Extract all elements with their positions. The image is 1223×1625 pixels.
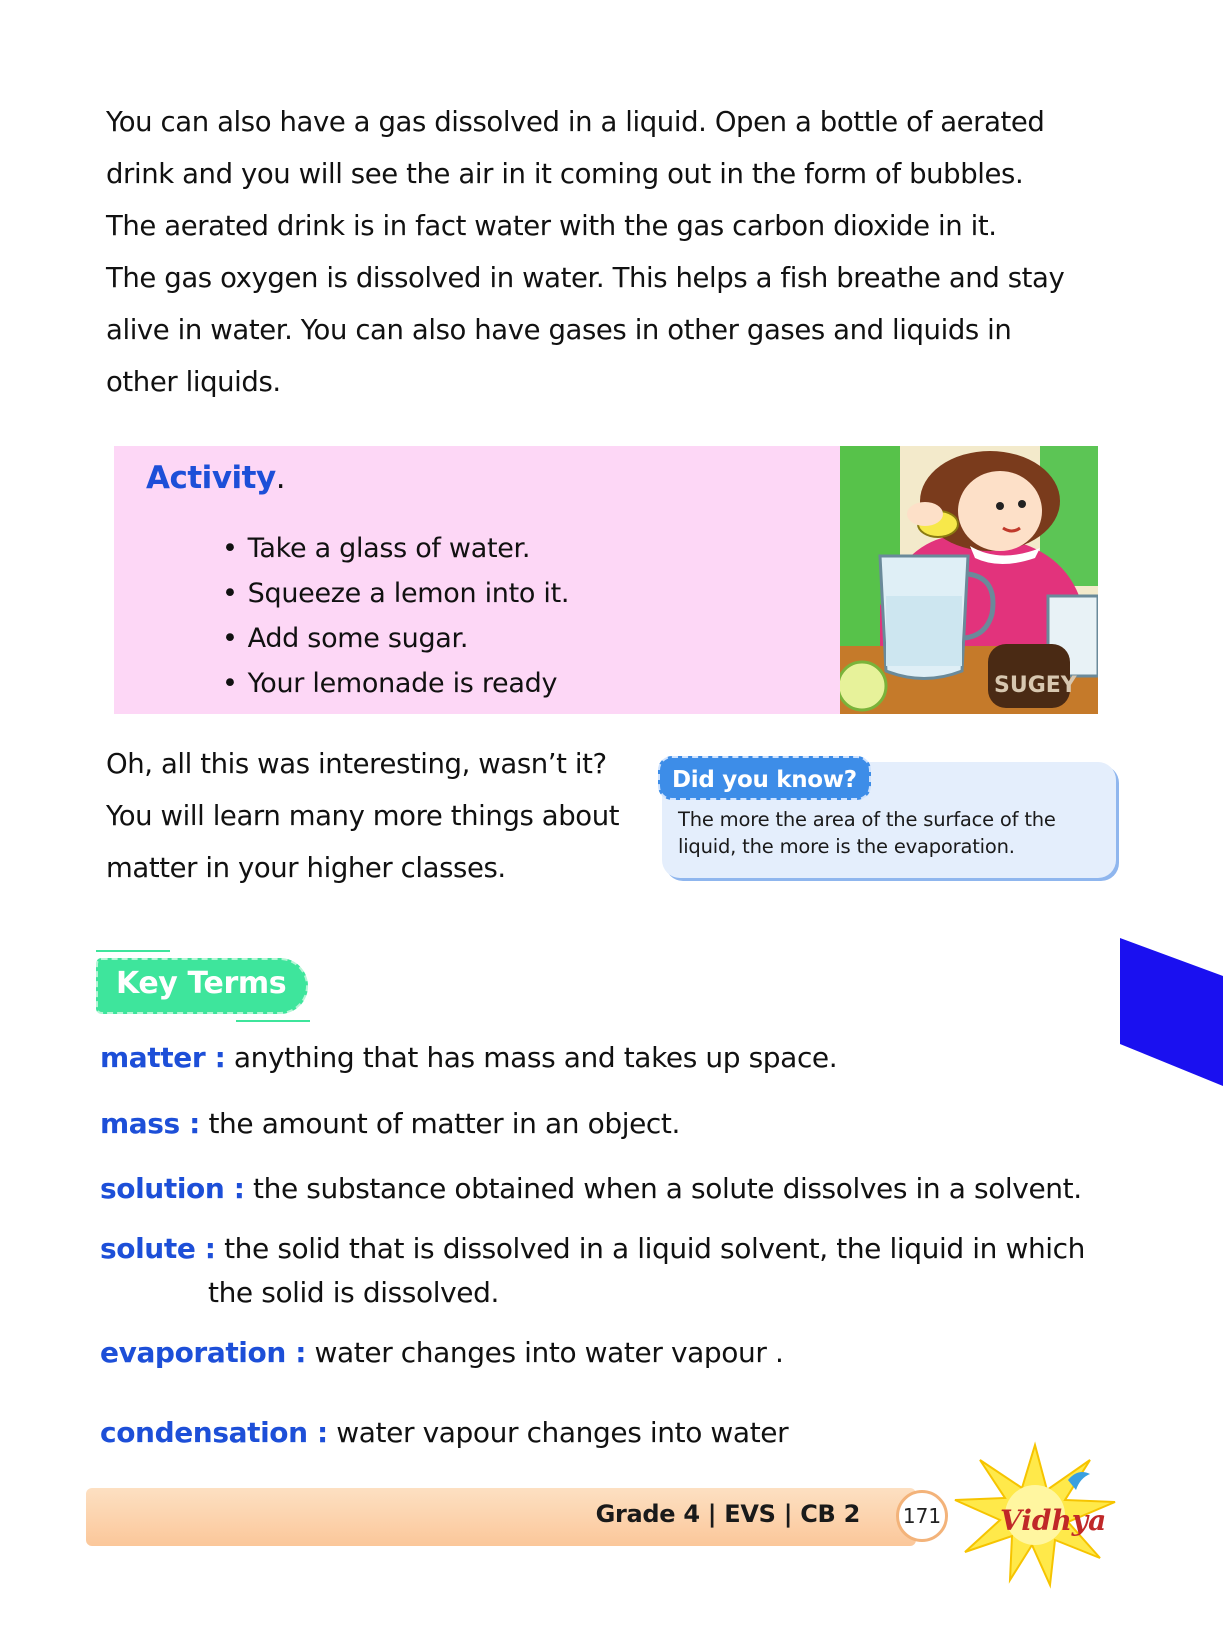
term-word: condensation :: [100, 1416, 328, 1449]
activity-box: [114, 446, 840, 714]
key-term-evaporation: [100, 1331, 783, 1375]
closing-line: matter in your higher classes.: [106, 852, 506, 884]
key-term-matter: [100, 1036, 837, 1080]
key-terms-heading-text: Key Terms: [116, 966, 287, 1001]
term-definition: water changes into water vapour .: [306, 1336, 784, 1369]
page-number: 171: [896, 1490, 948, 1542]
did-you-know-text: [678, 806, 1098, 860]
intro-line: The gas oxygen is dissolved in water. This helps a fish breathe and stay: [106, 262, 1065, 294]
activity-step: • Take a glass of water.: [222, 526, 569, 571]
lemonade-illustration: [840, 446, 1098, 714]
activity-title-dot: .: [275, 460, 286, 496]
activity-title-text: Activity: [146, 460, 276, 496]
term-word: evaporation :: [100, 1336, 307, 1369]
chapter-side-tab: [1120, 938, 1223, 1086]
term-definition: water vapour changes into water: [327, 1416, 789, 1449]
key-term-solution: [100, 1167, 1082, 1211]
key-term-solute: [100, 1227, 1085, 1271]
key-term-mass: [100, 1102, 680, 1146]
activity-title: [146, 460, 285, 496]
closing-paragraph: [106, 738, 619, 894]
term-word: solute :: [100, 1232, 216, 1265]
key-term-condensation: [100, 1411, 788, 1455]
term-word: solution :: [100, 1172, 245, 1205]
activity-steps: [222, 526, 569, 706]
did-you-know-line: liquid, the more is the evaporation.: [678, 835, 1015, 858]
did-you-know-line: The more the area of the surface of the: [678, 808, 1056, 831]
intro-line: other liquids.: [106, 366, 281, 398]
term-definition: the amount of matter in an object.: [199, 1107, 680, 1140]
term-word: mass :: [100, 1107, 200, 1140]
closing-line: Oh, all this was interesting, wasn’t it?: [106, 748, 607, 780]
did-you-know-label: Did you know?: [658, 756, 871, 800]
did-you-know-box: [662, 762, 1116, 878]
vidhya-logo-text: Vidhya: [1000, 1504, 1107, 1537]
key-terms-heading: [96, 958, 308, 1014]
intro-line: drink and you will see the air in it coming out in the form of bubbles.: [106, 158, 1024, 190]
intro-line: You can also have a gas dissolved in a liquid. Open a bottle of aerated: [106, 106, 1045, 138]
activity-step: • Add some sugar.: [222, 616, 569, 661]
key-terms-top-rule: [96, 950, 170, 952]
footer-bar: [86, 1488, 916, 1546]
intro-line: The aerated drink is in fact water with the gas carbon dioxide in it.: [106, 210, 997, 242]
closing-line: You will learn many more things about: [106, 800, 620, 832]
intro-paragraph: [106, 96, 1116, 408]
activity-step: • Your lemonade is ready: [222, 661, 569, 706]
footer-text: Grade 4 | EVS | CB 2: [595, 1500, 860, 1528]
vidhya-logo: [950, 1440, 1120, 1590]
term-word: matter :: [100, 1041, 226, 1074]
term-definition: the solid that is dissolved in a liquid solvent, the liquid in which: [215, 1232, 1086, 1265]
intro-line: alive in water. You can also have gases in other gases and liquids in: [106, 314, 1012, 346]
term-definition: the substance obtained when a solute dissolves in a solvent.: [244, 1172, 1082, 1205]
term-definition: anything that has mass and takes up space.: [225, 1041, 838, 1074]
key-terms-bottom-rule: [236, 1020, 310, 1022]
key-term-solute-continuation: [208, 1271, 499, 1315]
term-definition-continuation: the solid is dissolved.: [208, 1276, 499, 1309]
sugar-jar-label: SUGEY: [994, 673, 1077, 698]
girl-making-lemonade-image: [840, 446, 1098, 714]
activity-step: • Squeeze a lemon into it.: [222, 571, 569, 616]
